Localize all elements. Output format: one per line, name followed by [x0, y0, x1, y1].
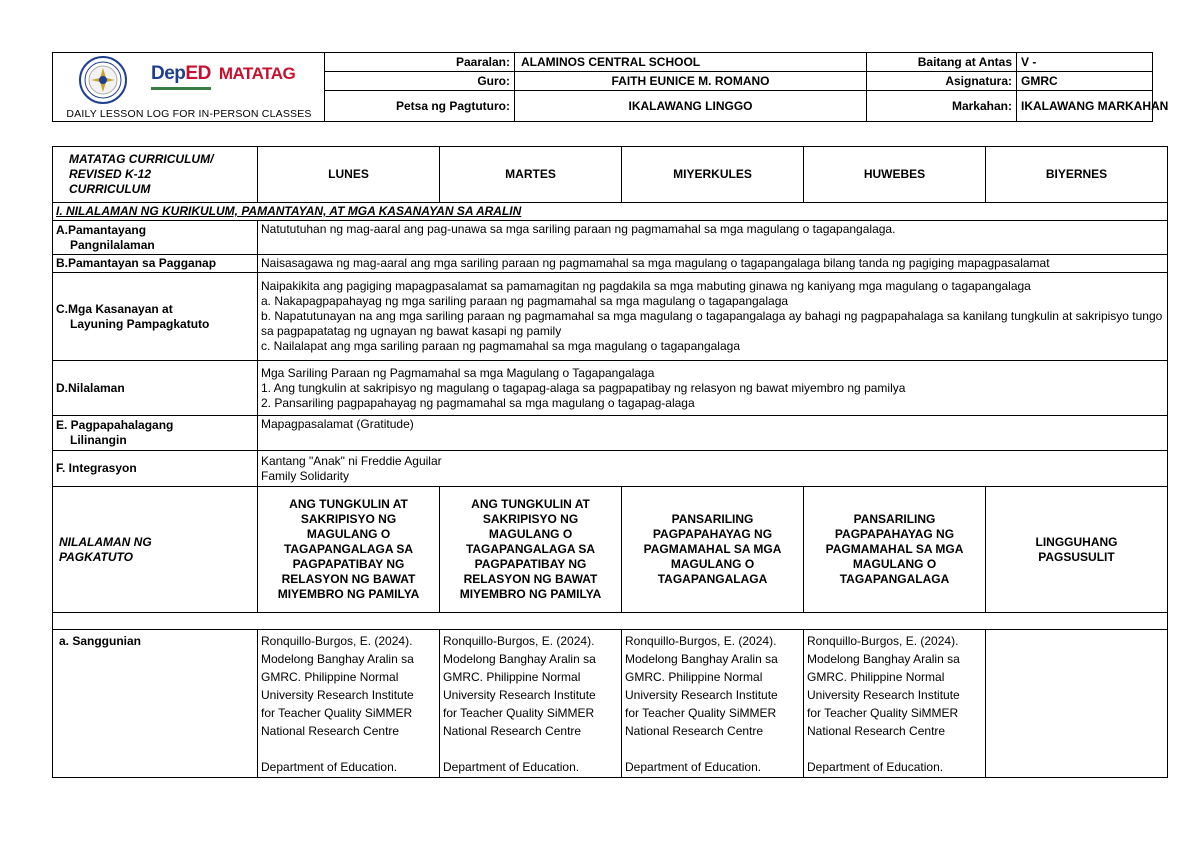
ref-lunes: Ronquillo-Burgos, E. (2024). Modelong Banghay Aralin sa GMRC. Philippine Normal University Research Institute for Teacher Quality SiMMER National Research Centre Department of Education. [258, 630, 440, 778]
header-row-date [325, 91, 1169, 121]
logo-cell [53, 53, 325, 121]
topic-martes: ANG TUNGKULIN AT SAKRIPISYO NG MAGULANG O TAGAPANGALAGA SA PAGPAPATIBAY NG RELASYON NG BAWAT MIYEMBRO NG PAMILYA [440, 487, 622, 613]
row-label-b: B.Pamantayan sa Pagganap [53, 255, 258, 273]
row-nilalaman-ng-pagkatuto [53, 487, 1168, 613]
sanggunian-label: a. Sanggunian [53, 630, 258, 778]
day-martes: MARTES [440, 147, 622, 203]
log-title: DAILY LESSON LOG FOR IN-PERSON CLASSES [66, 108, 312, 120]
section-title: I. NILALAMAN NG KURIKULUM, PAMANTAYAN, AT MGA KASANAYAN SA ARALIN [53, 203, 1168, 221]
day-biyernes: BIYERNES [986, 147, 1168, 203]
subject-value: GMRC [1021, 74, 1058, 88]
row-label-a: A.Pamantayang Pangnilalaman [53, 221, 258, 255]
day-lunes: LUNES [258, 147, 440, 203]
row-integrasyon [53, 451, 1168, 487]
deped-matatag-logo: DepED MATATAG [151, 63, 296, 84]
teacher-value: FAITH EUNICE M. ROMANO [515, 72, 867, 90]
row-label-c: C.Mga Kasanayan at Layuning Pampagkatuto [53, 273, 258, 361]
spacer-row [53, 613, 1168, 630]
teacher-label: Guro: [325, 72, 515, 90]
quarter-value: IKALAWANG MARKAHAN [1021, 99, 1169, 113]
topic-miyerkules: PANSARILING PAGPAPAHAYAG NG PAGMAMAHAL SA MGA MAGULANG O TAGAPANGALAGA [622, 487, 804, 613]
topic-huwebes: PANSARILING PAGPAPAHAYAG NG PAGMAMAHAL SA MGA MAGULANG O TAGAPANGALAGA [804, 487, 986, 613]
quarter-label: Markahan: [867, 91, 1017, 121]
row-sanggunian [53, 630, 1168, 778]
lesson-log-header [52, 52, 1169, 122]
row-text-d: Mga Sariling Paraan ng Pagmamahal sa mga Magulang o Tagapangalaga 1. Ang tungkulin at sakripisyo ng magulang o tagapag-alaga sa pagpapatibay ng relasyon ng bawat miyembro ng pamilya 2. Pansariling pagpapahayag ng pagmamahal sa mga magulang o tagapag-alaga [258, 361, 1168, 416]
deped-seal-logo [79, 56, 127, 104]
row-text-a: Natututuhan ng mag-aaral ang pag-unawa sa mga sariling paraan ng pagmamahal sa mga magulang o tagapangalaga. [258, 221, 1168, 255]
row-label-f: F. Integrasyon [53, 451, 258, 487]
topic-lunes: ANG TUNGKULIN AT SAKRIPISYO NG MAGULANG O TAGAPANGALAGA SA PAGPAPATIBAY NG RELASYON NG BAWAT MIYEMBRO NG PAMILYA [258, 487, 440, 613]
row-kasanayan [53, 273, 1168, 361]
logo-underline [151, 87, 211, 90]
nilalaman-label: NILALAMAN NG PAGKATUTO [53, 487, 258, 613]
subject-label: Asignatura: [867, 72, 1017, 90]
curriculum-caption: MATATAG CURRICULUM/ REVISED K-12 CURRICULUM [53, 147, 258, 203]
grade-label: Baitang at Antas [867, 53, 1017, 71]
ref-biyernes [986, 630, 1168, 778]
row-pamantayan-sa-pagganap [53, 255, 1168, 273]
topic-biyernes: LINGGUHANG PAGSUSULIT [986, 487, 1168, 613]
row-nilalaman [53, 361, 1168, 416]
school-label: Paaralan: [325, 53, 515, 71]
row-label-e: E. Pagpapahalagang Lilinangin [53, 416, 258, 451]
row-pagpapahalaga [53, 416, 1168, 451]
day-header-row [53, 147, 1168, 203]
grade-value: V - [1021, 55, 1037, 69]
section-row [53, 203, 1168, 221]
date-value: IKALAWANG LINGGO [515, 91, 867, 121]
row-pamantayang-pangnilalaman [53, 221, 1168, 255]
day-miyerkules: MIYERKULES [622, 147, 804, 203]
spacer-cell [53, 613, 1168, 630]
ref-huwebes: Ronquillo-Burgos, E. (2024). Modelong Banghay Aralin sa GMRC. Philippine Normal University Research Institute for Teacher Quality SiMMER National Research Centre Department of Education. [804, 630, 986, 778]
header-row-school [325, 53, 1153, 72]
row-text-c: Naipakikita ang pagiging mapagpasalamat sa pamamagitan ng pagdakila sa mga mabuting ginawa ng kaniyang mga magulang o tagapangalaga a. Nakapagpapahayag ng mga sariling paraan ng pagmamahal sa mga magulang o tagapangalaga b. Napatutunayan na ang mga sariling paraan ng pagmamahal sa mga magulang o tagapangalaga ay bahagi ng pagpapahalaga sa kanilang tungkulin at sakripisyo tungo sa pagpapatatag ng ugnayan ng bawat kasapi ng pamily c. Nailalapat ang mga sariling paraan ng pagmamahal sa mga magulang o tagapangalaga [258, 273, 1168, 361]
lesson-log-table [52, 146, 1168, 778]
row-text-e: Mapagpasalamat (Gratitude) [258, 416, 1168, 451]
date-label: Petsa ng Pagtuturo: [325, 91, 515, 121]
row-label-d: D.Nilalaman [53, 361, 258, 416]
day-huwebes: HUWEBES [804, 147, 986, 203]
row-text-b: Naisasagawa ng mag-aaral ang mga sariling paraan ng pagmamahal sa mga magulang o tagapangalaga bilang tanda ng pagiging mapagpasalamat [258, 255, 1168, 273]
ref-miyerkules: Ronquillo-Burgos, E. (2024). Modelong Banghay Aralin sa GMRC. Philippine Normal University Research Institute for Teacher Quality SiMMER National Research Centre Department of Education. [622, 630, 804, 778]
row-text-f: Kantang "Anak" ni Freddie Aguilar Family Solidarity [258, 451, 1168, 487]
school-value: ALAMINOS CENTRAL SCHOOL [515, 53, 867, 71]
ref-martes: Ronquillo-Burgos, E. (2024). Modelong Banghay Aralin sa GMRC. Philippine Normal University Research Institute for Teacher Quality SiMMER National Research Centre Department of Education. [440, 630, 622, 778]
header-row-teacher [325, 72, 1153, 91]
